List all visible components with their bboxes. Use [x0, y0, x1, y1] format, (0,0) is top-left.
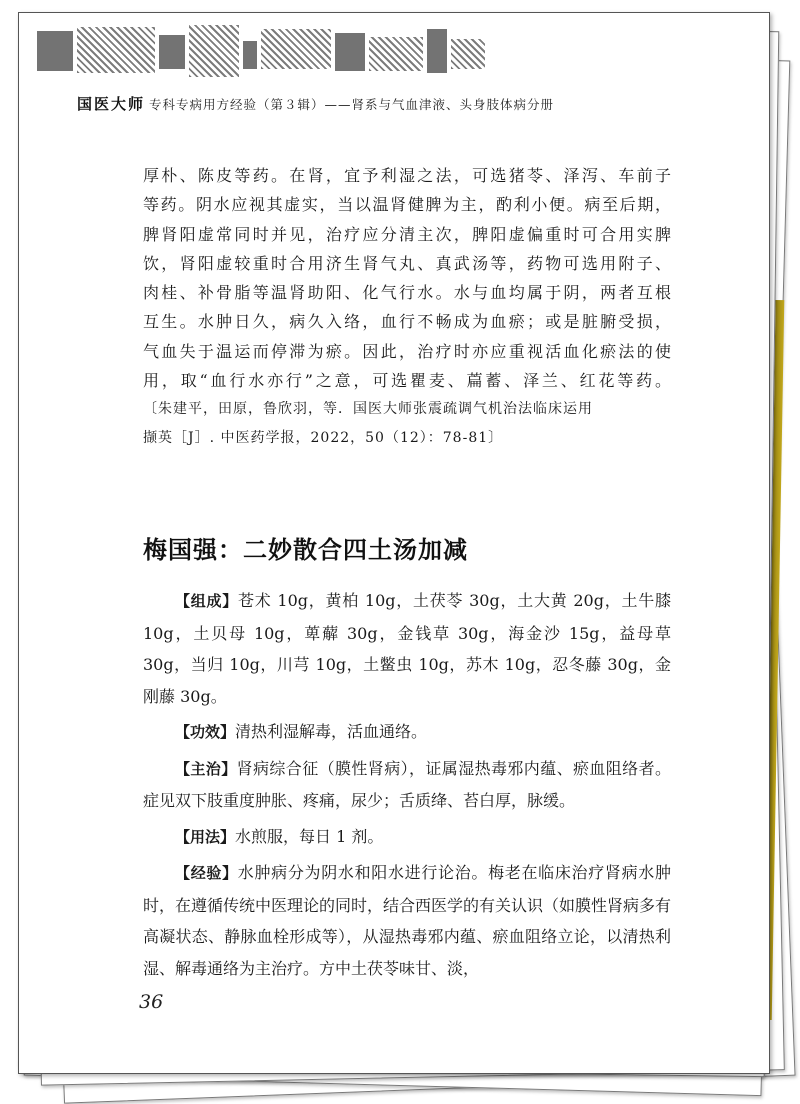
entry-label: 【主治】 [175, 759, 237, 778]
series-brand: 国医大师 [77, 95, 146, 113]
entry-label: 【用法】 [175, 827, 236, 846]
header-decorative-pattern [33, 21, 489, 85]
entry-composition [143, 585, 671, 712]
entry-label: 【经验】 [175, 864, 238, 882]
book-page [18, 12, 770, 1074]
reference-line: 撷英［J］. 中医药学报，2022，50（12）：78-81〕 [143, 429, 504, 446]
entry-text: 水肿病分为阴水和阳水进行论治。梅老在临床治疗肾病水肿时，在遵循传统中医理论的同时，结合西医学的有关认识（如膜性肾病多有高凝状态、静脉血栓形成等），从湿热毒邪内蕴、瘀血阻络立论，以清热利湿、解毒通络为主治疗。方中土茯苓味甘、淡， [143, 863, 672, 978]
body-line: 等药。阴水应视其虚实，当以温肾健脾为主，酌利小便。病至后期， [143, 195, 671, 215]
body-line: 用，取“血行水亦行”之意，可选瞿麦、萹蓄、泽兰、红花等药。 [143, 371, 671, 391]
body-line: 互生。水肿日久，病久入络，血行不畅成为血瘀；或是脏腑受损， [143, 312, 671, 332]
entry-experience [143, 857, 671, 984]
entry-text: 苍术 10g，黄柏 10g，土茯苓 30g，土大黄 20g，土牛膝 10g，土贝母 10g，萆薢 30g，金钱草 30g，海金沙 15g，益母草 30g，当归 10g，川芎 10g，土鳖虫 10g，苏木 10g，忍冬藤 30g，金刚藤 30g。 [143, 591, 671, 706]
body-line: 脾肾阳虚常同时并见，治疗应分清主次，脾阳虚偏重时可合用实脾 [143, 224, 671, 244]
body-line: 肉桂、补骨脂等温肾助阳、化气行水。水与血均属于阴，两者互根 [143, 283, 671, 303]
entry-label: 【功效】 [175, 723, 236, 741]
entry-text: 水煎服，每日 1 剂。 [235, 826, 384, 846]
entry-usage [143, 821, 671, 854]
body-line: 饮，肾阳虚较重时合用济生肾气丸、真武汤等，药物可选用附子、 [143, 253, 671, 273]
section-title: 梅国强：二妙散合四土汤加减 [143, 536, 468, 564]
prescription-entries [143, 585, 671, 988]
body-line: 气血失于温运而停滞为瘀。因此，治疗时亦应重视活血化瘀法的使 [143, 341, 671, 361]
running-header [77, 93, 717, 114]
entry-efficacy [143, 716, 671, 749]
book-subtitle: 专科专病用方经验（第３辑）——肾系与气血津液、头身肢体病分册 [149, 97, 555, 112]
body-line: 厚朴、陈皮等药。在肾，宜予利湿之法，可选猪苓、泽泻、车前子 [143, 166, 671, 185]
body-text [143, 161, 671, 452]
reference-line: 〔朱建平，田原，鲁欣羽，等．国医大师张震疏调气机治法临床运用 [143, 401, 593, 418]
entry-label: 【组成】 [175, 592, 239, 610]
entry-text: 清热利湿解毒，活血通络。 [235, 722, 428, 741]
page-number: 36 [139, 991, 164, 1013]
entry-indication [143, 753, 671, 817]
entry-text: 肾病综合征（膜性肾病），证属湿热毒邪内蕴、瘀血阻络者。症见双下肢重度肿胀、疼痛，尿少；舌质绛、苔白厚，脉缓。 [143, 758, 671, 810]
